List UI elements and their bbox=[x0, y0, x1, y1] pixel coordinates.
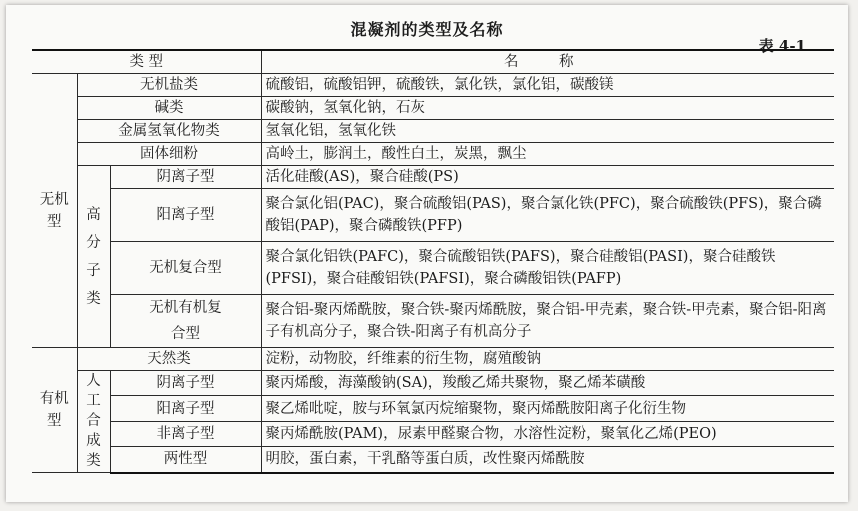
header-type: 类 型 bbox=[32, 50, 261, 74]
row-type: 阴离子型 bbox=[110, 166, 261, 189]
row-names: 明胶，蛋白素，干乳酪等蛋白质，改性聚丙烯酰胺 bbox=[261, 447, 834, 473]
row-names: 活化硅酸(AS)，聚合硅酸(PS) bbox=[261, 166, 834, 189]
group-organic: 有机型 bbox=[32, 348, 77, 473]
table-row bbox=[32, 348, 834, 371]
table-row bbox=[32, 166, 834, 189]
table-row bbox=[32, 242, 834, 295]
row-type: 无机盐类 bbox=[77, 74, 261, 97]
table-header-row bbox=[32, 50, 834, 74]
row-names: 淀粉，动物胶，纤维素的衍生物，腐殖酸钠 bbox=[261, 348, 834, 371]
group-inorganic: 无机型 bbox=[32, 74, 77, 348]
table-row bbox=[32, 189, 834, 242]
row-names: 高岭土，膨润土，酸性白土，炭黑，飘尘 bbox=[261, 143, 834, 166]
table-title: 混凝剂的类型及名称 bbox=[350, 20, 504, 39]
row-type: 碱类 bbox=[77, 97, 261, 120]
row-names: 聚合铝-聚丙烯酰胺，聚合铁-聚丙烯酰胺，聚合铝-甲壳素，聚合铁-甲壳素，聚合铝-阳离子有机高分子，聚合铁-阳离子有机高分子 bbox=[261, 295, 834, 348]
header-names: 名 称 bbox=[261, 50, 834, 74]
table-row bbox=[32, 120, 834, 143]
row-type: 天然类 bbox=[77, 348, 261, 371]
row-type: 非离子型 bbox=[110, 421, 261, 446]
table-row bbox=[32, 447, 834, 473]
row-type: 阳离子型 bbox=[110, 189, 261, 242]
group-synthetic: 人工合成类 bbox=[77, 371, 110, 473]
table-row bbox=[32, 97, 834, 120]
row-type: 两性型 bbox=[110, 447, 261, 473]
table-row bbox=[32, 143, 834, 166]
table-row bbox=[32, 371, 834, 396]
row-type: 阳离子型 bbox=[110, 396, 261, 421]
row-names: 聚丙烯酰胺(PAM)，尿素甲醛聚合物，水溶性淀粉，聚氧化乙烯(PEO) bbox=[261, 421, 834, 446]
row-type: 阴离子型 bbox=[110, 371, 261, 396]
row-names: 硫酸铝，硫酸铝钾，硫酸铁，氯化铁，氯化铝，碳酸镁 bbox=[261, 74, 834, 97]
row-type: 固体细粉 bbox=[77, 143, 261, 166]
row-names: 碳酸钠，氢氧化钠，石灰 bbox=[261, 97, 834, 120]
table-row bbox=[32, 74, 834, 97]
coagulant-table bbox=[32, 49, 834, 474]
row-names: 氢氧化铝，氢氧化铁 bbox=[261, 120, 834, 143]
table-row bbox=[32, 396, 834, 421]
table-row bbox=[32, 295, 834, 348]
group-polymer: 高分子类 bbox=[77, 166, 110, 348]
row-type: 无机有机复合型 bbox=[149, 300, 222, 342]
row-names: 聚丙烯酸，海藻酸钠(SA)，羧酸乙烯共聚物，聚乙烯苯磺酸 bbox=[261, 371, 834, 396]
table-row bbox=[32, 421, 834, 446]
row-type: 无机复合型 bbox=[110, 242, 261, 295]
table-number: 表 4-1 bbox=[758, 37, 806, 55]
row-names: 聚合氯化铝铁(PAFC)，聚合硫酸铝铁(PAFS)，聚合硅酸铝(PASI)，聚合硅酸铁(PFSI)，聚合硅酸铝铁(PAFSI)，聚合磷酸铝铁(PAFP) bbox=[261, 242, 834, 295]
document-page bbox=[6, 5, 848, 502]
row-names: 聚乙烯吡啶，胺与环氧氯丙烷缩聚物，聚丙烯酰胺阳离子化衍生物 bbox=[261, 396, 834, 421]
row-type: 金属氢氧化物类 bbox=[77, 120, 261, 143]
row-names: 聚合氯化铝(PAC)，聚合硫酸铝(PAS)，聚合氯化铁(PFC)，聚合硫酸铁(PFS)，聚合磷酸铝(PAP)，聚合磷酸铁(PFP) bbox=[261, 189, 834, 242]
